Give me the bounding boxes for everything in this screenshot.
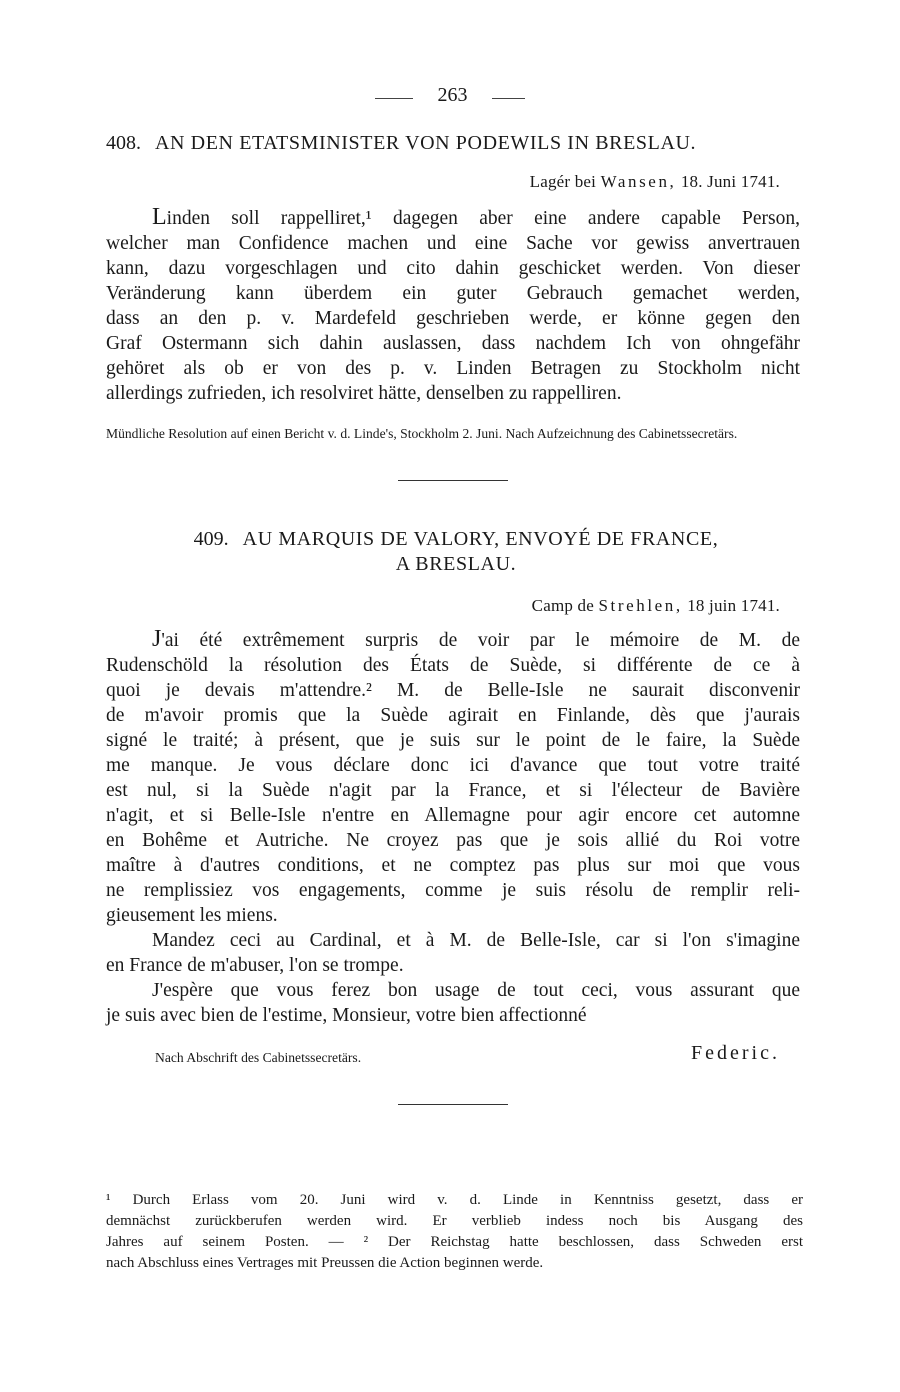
letter-408-heading — [106, 132, 806, 155]
body-line: signé le traité; à présent, que je suis sur le point de le faire, la Suède — [106, 730, 800, 751]
dropcap: J — [152, 626, 162, 652]
letter-409-source-note: Nach Abschrift des Cabinetssecretärs. — [155, 1050, 362, 1065]
footnote-line: nach Abschluss eines Vertrages mit Preussen die Action beginnen werde. — [106, 1255, 544, 1271]
body-line: Rudenschöld la résolution des États de Suède, si différente de ce à — [106, 655, 800, 676]
letter-408-source-note: Mündliche Resolution auf einen Bericht v. d. Linde's, Stockholm 2. Juni. Nach Aufzeichnung des Cabinetssecretärs. — [106, 426, 738, 441]
letter-409-dateline-pre: Camp de — [531, 596, 594, 615]
footnote-line: demnächst zurückberufen werden wird. Er verblieb indess noch bis Ausgang des — [106, 1213, 803, 1229]
body-line: gehöret als ob er von des p. v. Linden Betragen zu Stockholm nicht — [106, 358, 800, 379]
page-number-dash-right — [492, 98, 525, 99]
body-line: J'espère que vous ferez bon usage de tout ceci, vous assurant que — [152, 980, 800, 1001]
letter-408-number: 408. — [106, 132, 141, 154]
page-number-row — [0, 84, 900, 114]
page-number-dash-left — [375, 98, 413, 99]
body-line: en Bohême et Autriche. Ne croyez pas que je sois allié du Roi votre — [106, 830, 800, 851]
letter-409-dateline-place: Strehlen, — [598, 596, 683, 615]
body-line: ne remplissiez vos engagements, comme je suis résolu de remplir reli- — [106, 880, 800, 901]
letter-409-heading-line1 — [106, 528, 806, 551]
letter-409-number: 409. — [193, 528, 229, 550]
body-line: quoi je devais m'attendre.² M. de Belle-Isle ne saurait disconvenir — [106, 680, 800, 701]
letter-409-heading — [106, 528, 806, 576]
letter-409-body — [106, 627, 800, 1028]
letter-409-signature: Federic. — [691, 1042, 780, 1064]
page-number: 263 — [437, 84, 468, 106]
body-line: kann, dazu vorgeschlagen und cito dahin geschicket werden. Von dieser — [106, 258, 800, 279]
body-line: Mandez ceci au Cardinal, et à M. de Belle-Isle, car si l'on s'imagine — [152, 930, 800, 951]
footnote-line: ¹ Durch Erlass vom 20. Juni wird v. d. Linde in Kenntniss gesetzt, dass er — [106, 1192, 803, 1208]
body-line: gieusement les miens. — [106, 905, 278, 926]
body-line: maître à d'autres conditions, et ne comptez pas plus sur moi que vous — [106, 855, 800, 876]
body-line: allerdings zufrieden, ich resolviret hätte, denselben zu rappelliren. — [106, 383, 622, 404]
footnote-line: Jahres auf seinem Posten. — ² Der Reichstag hatte beschlossen, dass Schweden erst — [106, 1234, 803, 1250]
letter-408-dateline — [530, 172, 780, 192]
body-line: n'agit, et si Belle-Isle n'entre en Allemagne pour agir encore cet automne — [106, 805, 800, 826]
letter-408-body — [106, 205, 800, 406]
body-line: en France de m'abuser, l'on se trompe. — [106, 955, 404, 976]
section-divider — [398, 1104, 508, 1105]
letter-409-dateline-date: 18 juin 1741. — [687, 596, 780, 615]
letter-408-title: AN DEN ETATSMINISTER VON PODEWILS IN BRESLAU. — [155, 132, 697, 154]
body-line: est nul, si la Suède n'agit par la France, et si l'électeur de Bavière — [106, 780, 800, 801]
letter-409-title-line2: A BRESLAU. — [395, 553, 517, 575]
letter-409-dateline — [532, 596, 780, 616]
body-line: de m'avoir promis que la Suède agirait en Finlande, dès que j'aurais — [106, 705, 800, 726]
section-divider — [398, 480, 508, 481]
body-line: Graf Ostermann sich dahin auslassen, dass nachdem Ich von ohngefähr — [106, 333, 800, 354]
body-line: welcher man Confidence machen und eine Sache vor gewiss anvertrauen — [106, 233, 800, 254]
letter-408-dateline-date: 18. Juni 1741. — [680, 172, 780, 191]
body-line: Veränderung kann überdem ein guter Gebrauch gemachet werden, — [106, 283, 800, 304]
dropcap: L — [152, 204, 167, 230]
body-line: J'ai été extrêmement surpris de voir par le mémoire de M. de — [152, 626, 800, 652]
body-line: je suis avec bien de l'estime, Monsieur, votre bien affectionné — [106, 1005, 587, 1026]
body-line: dass an den p. v. Mardefeld geschrieben werde, er könne gegen den — [106, 308, 800, 329]
footnotes — [106, 1190, 803, 1274]
letter-409-title-line1: AU MARQUIS DE VALORY, ENVOYÉ DE FRANCE, — [242, 528, 719, 550]
letter-408-dateline-place: Wansen, — [600, 172, 677, 191]
letter-408-dateline-pre: Lagér bei — [529, 172, 597, 191]
body-line: me manque. Je vous déclare donc ici d'avance que tout votre traité — [106, 755, 800, 776]
body-line: Linden soll rappelliret,¹ dagegen aber eine andere capable Person, — [152, 204, 800, 230]
